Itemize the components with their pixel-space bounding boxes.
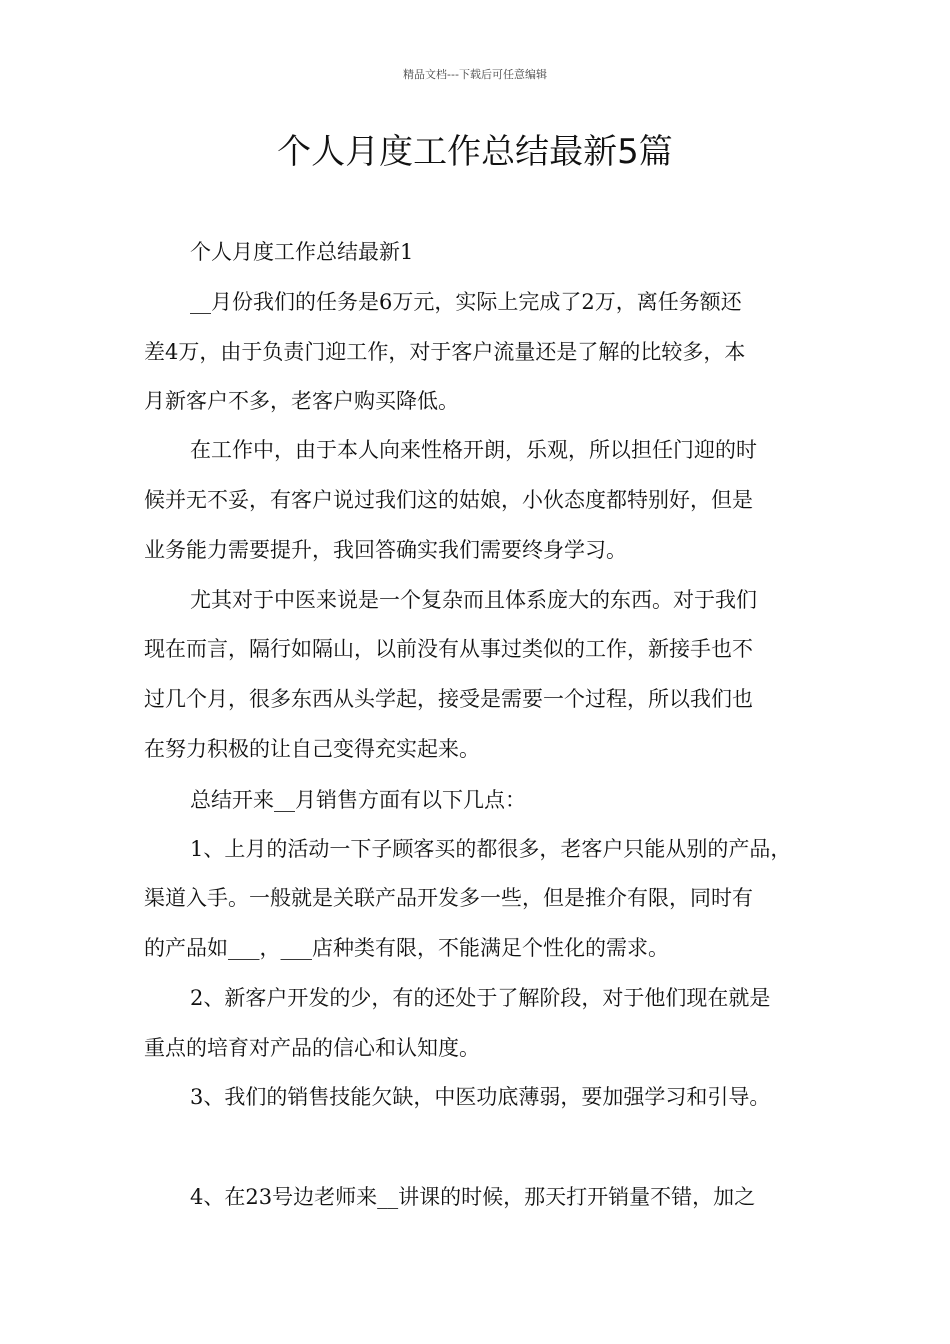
paragraph-line: __月份我们的任务是6万元，实际上完成了2万，离任务额还	[190, 290, 742, 314]
paragraph-line: 3、我们的销售技能欠缺，中医功底薄弱，要加强学习和引导。	[190, 1085, 771, 1109]
paragraph-line: 尤其对于中医来说是一个复杂而且体系庞大的东西。对于我们	[190, 588, 757, 612]
paragraph-line: 业务能力需要提升，我回答确实我们需要终身学习。	[144, 538, 627, 562]
paragraph-line: 4、在23号边老师来__讲课的时候，那天打开销量不错，加之	[190, 1185, 756, 1209]
paragraph-line: 在工作中，由于本人向来性格开朗，乐观，所以担任门迎的时	[190, 438, 757, 462]
page-header: 精品文档---下载后可任意编辑	[403, 68, 547, 81]
paragraph-line: 的产品如___，___店种类有限，不能满足个性化的需求。	[144, 936, 669, 960]
paragraph-line: 2、新客户开发的少，有的还处于了解阶段，对于他们现在就是	[190, 986, 771, 1010]
document-title: 个人月度工作总结最新5篇	[277, 132, 673, 172]
paragraph-line: 1、上月的活动一下子顾客买的都很多，老客户只能从别的产品，	[190, 837, 792, 861]
paragraph-line: 候并无不妥，有客户说过我们这的姑娘，小伙态度都特别好，但是	[144, 488, 753, 512]
paragraph-line: 总结开来__月销售方面有以下几点：	[190, 788, 526, 812]
paragraph-line: 差4万，由于负责门迎工作，对于客户流量还是了解的比较多，本	[144, 340, 746, 364]
section-heading: 个人月度工作总结最新1	[190, 240, 414, 264]
paragraph-line: 重点的培育对产品的信心和认知度。	[144, 1036, 480, 1060]
paragraph-line: 在努力积极的让自己变得充实起来。	[144, 737, 480, 761]
paragraph-line: 现在而言，隔行如隔山，以前没有从事过类似的工作，新接手也不	[144, 637, 753, 661]
paragraph-line: 过几个月，很多东西从头学起，接受是需要一个过程，所以我们也	[144, 687, 753, 711]
paragraph-line: 月新客户不多，老客户购买降低。	[144, 389, 459, 413]
paragraph-line: 渠道入手。一般就是关联产品开发多一些，但是推介有限，同时有	[144, 886, 753, 910]
